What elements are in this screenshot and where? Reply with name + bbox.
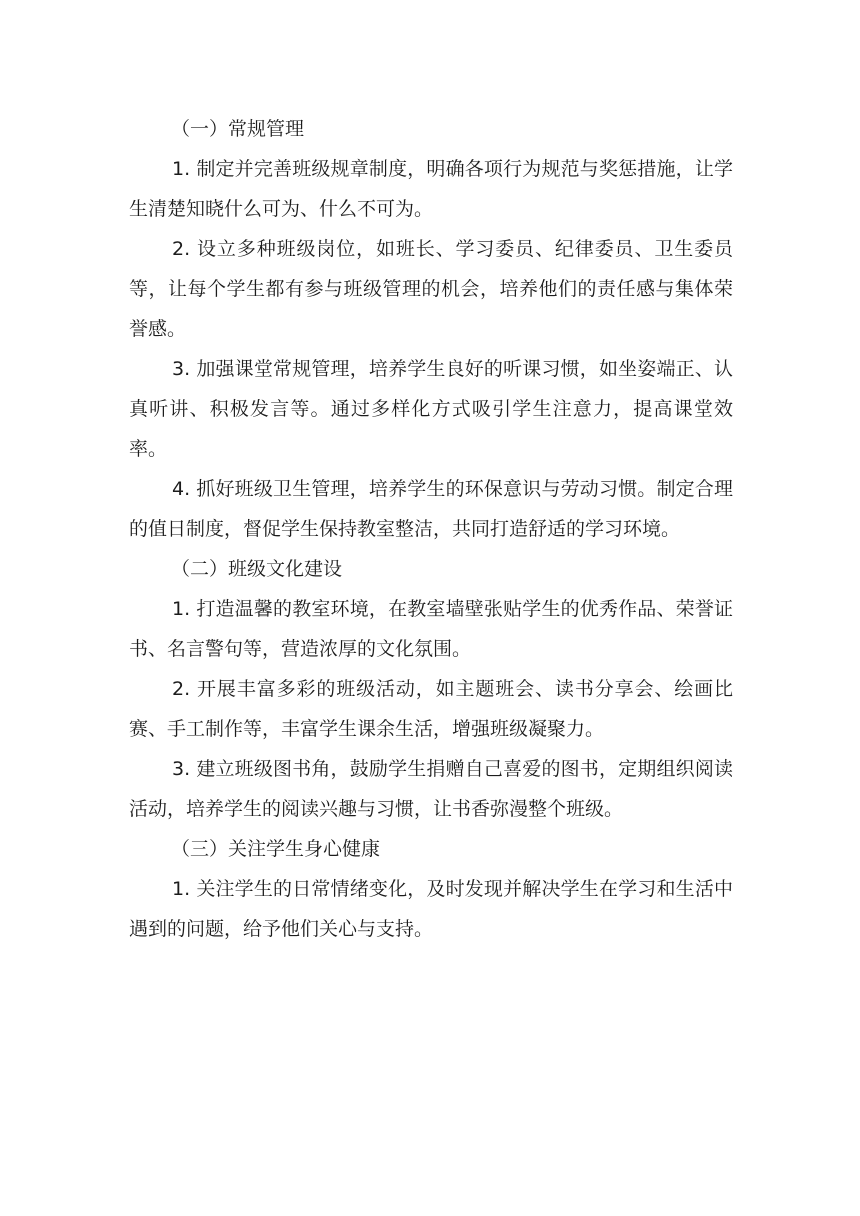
- paragraph: 1. 打造温馨的教室环境，在教室墙壁张贴学生的优秀作品、荣誉证书、名言警句等，营造浓厚的文化氛围。: [129, 598, 733, 660]
- document-body: [129, 109, 733, 949]
- paragraph: 2. 设立多种班级岗位，如班长、学习委员、纪律委员、卫生委员等，让每个学生都有参与班级管理的机会，培养他们的责任感与集体荣誉感。: [129, 238, 733, 340]
- paragraph: 3. 加强课堂常规管理，培养学生良好的听课习惯，如坐姿端正、认真听讲、积极发言等。通过多样化方式吸引学生注意力，提高课堂效率。: [129, 358, 733, 460]
- paragraph: 3. 建立班级图书角，鼓励学生捐赠自己喜爱的图书，定期组织阅读活动，培养学生的阅读兴趣与习惯，让书香弥漫整个班级。: [129, 758, 733, 820]
- paragraph: 1. 关注学生的日常情绪变化，及时发现并解决学生在学习和生活中遇到的问题，给予他们关心与支持。: [129, 878, 733, 940]
- section-heading-class-culture: （二）班级文化建设: [171, 558, 343, 580]
- paragraph: 2. 开展丰富多彩的班级活动，如主题班会、读书分享会、绘画比赛、手工制作等，丰富学生课余生活，增强班级凝聚力。: [129, 678, 733, 740]
- section-heading-routine-management: （一）常规管理: [171, 118, 305, 140]
- paragraph: 4. 抓好班级卫生管理，培养学生的环保意识与劳动习惯。制定合理的值日制度，督促学生保持教室整洁，共同打造舒适的学习环境。: [129, 478, 733, 540]
- paragraph: 1. 制定并完善班级规章制度，明确各项行为规范与奖惩措施，让学生清楚知晓什么可为、什么不可为。: [129, 158, 733, 220]
- section-heading-student-health: （三）关注学生身心健康: [171, 838, 381, 860]
